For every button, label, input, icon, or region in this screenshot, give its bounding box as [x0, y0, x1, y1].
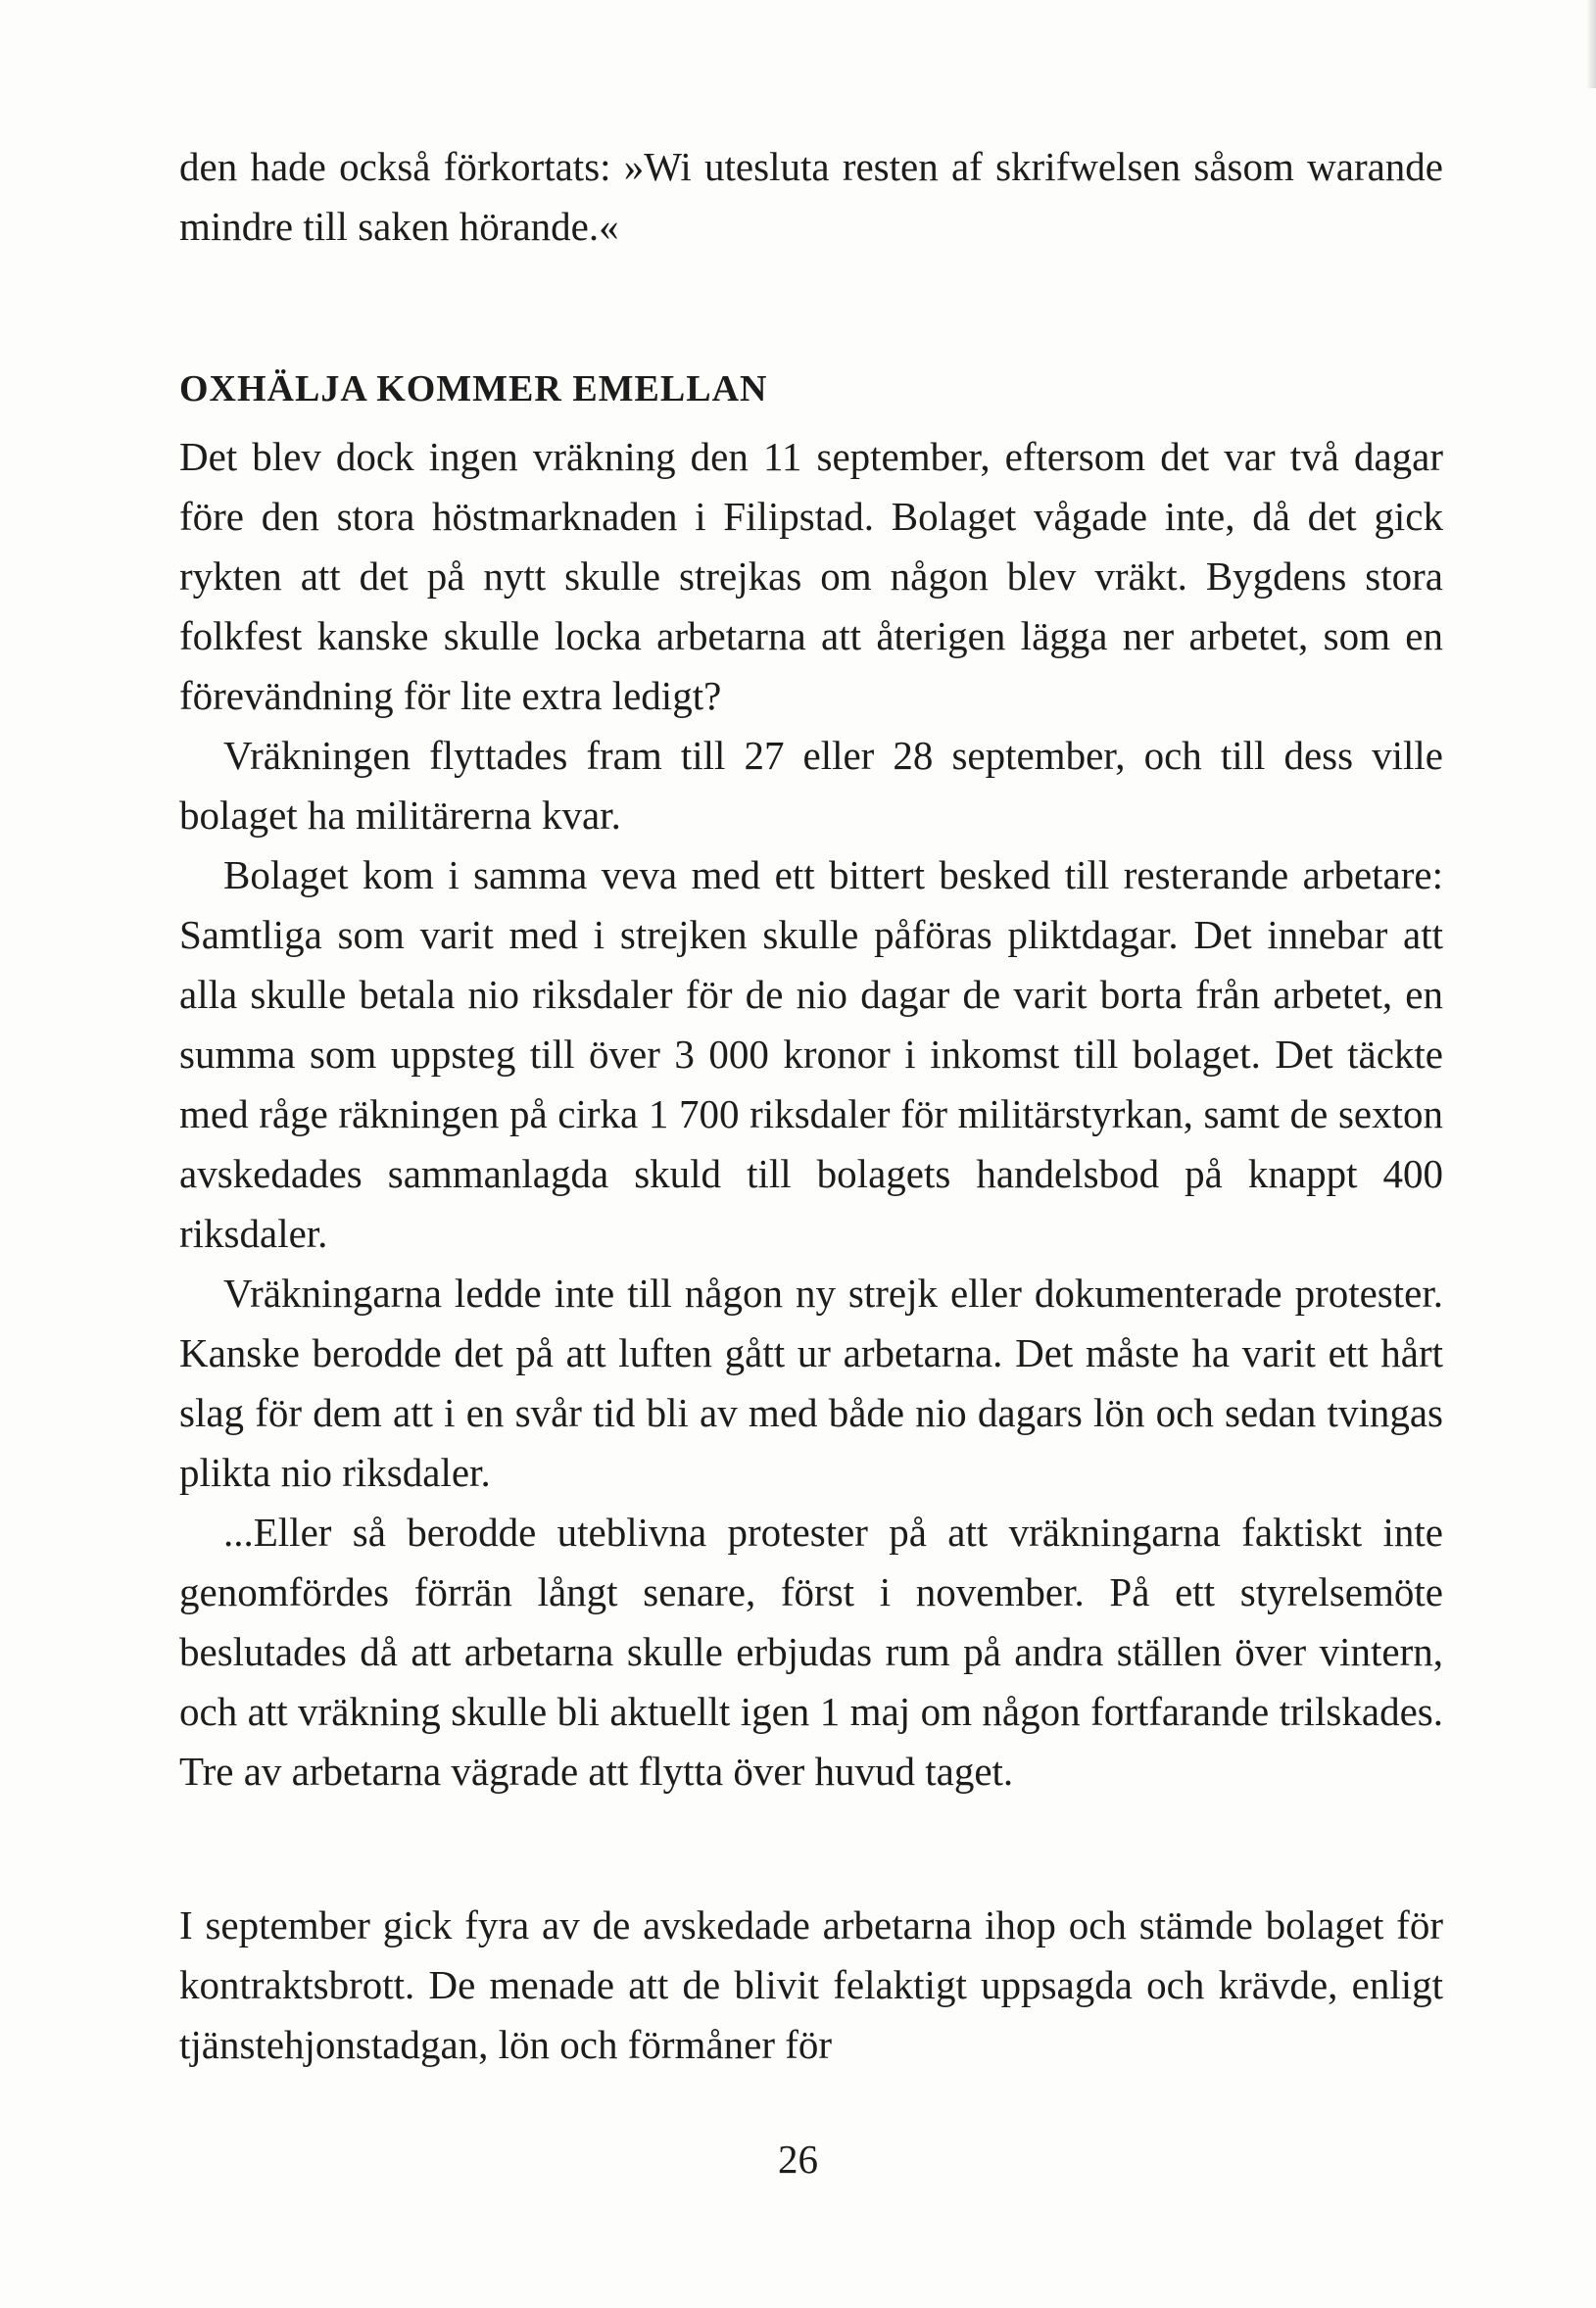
intro-text-block: [179, 137, 1443, 257]
paragraph-4: Vräkningarna ledde inte till någon ny strejk eller dokumenterade protester. Kanske berodde det på att luften gått ur arbetarna. Det måste ha varit ett hårt slag för dem att i en svår tid bli av med både nio dagars lön och sedan tvingas plikta nio riksdaler.: [179, 1271, 1443, 1495]
section-heading: OXHÄLJA KOMMER EMELLAN: [179, 368, 768, 409]
closing-text-block: [179, 1896, 1443, 2075]
page-number: 26: [778, 2137, 818, 2182]
paragraph-3: Bolaget kom i samma veva med ett bittert besked till resterande arbetare: Samtliga som varit med i strejken skulle påföras pliktdagar. Det innebar att alla skulle betala nio riksdaler för de nio dagar de varit borta från arbetet, en summa som uppsteg till över 3 000 kronor i inkomst till bolaget. Det täckte med råge räkningen på cirka 1 700 riksdaler för militärstyrkan, samt de sexton avskedades sammanlagda skuld till bolagets handelsbod på knappt 400 riksdaler.: [179, 852, 1443, 1256]
closing-paragraph: I september gick fyra av de avskedade arbetarna ihop och stämde bolaget för kontraktsbrott. De menade att de blivit felaktigt uppsagda och krävde, enligt tjänstehjonstadgan, lön och förmåner för: [179, 1902, 1443, 2067]
paragraph-5: ...Eller så berodde uteblivna protester på att vräkningarna faktiskt inte genomfördes förrän långt senare, först i november. På ett styrelsemöte beslutades då att arbetarna skulle erbjudas rum på andra ställen över vintern, och att vräkning skulle bli aktuellt igen 1 maj om någon fortfarande trilskades. Tre av arbetarna vägrade att flytta över huvud taget.: [179, 1510, 1443, 1794]
page-edge-shadow: [1586, 0, 1596, 88]
section-body: [179, 427, 1443, 1802]
paragraph-2: Vräkningen flyttades fram till 27 eller 28 september, och till dess ville bolaget ha militärerna kvar.: [179, 733, 1443, 838]
paragraph-1: Det blev dock ingen vräkning den 11 september, eftersom det var två dagar före den stora höstmarknaden i Filipstad. Bolaget vågade inte, då det gick rykten att det på nytt skulle strejkas om någon blev vräkt. Bygdens stora folkfest kanske skulle locka arbetarna att återigen lägga ner arbetet, som en förevändning för lite extra ledigt?: [179, 434, 1443, 718]
intro-paragraph: den hade också förkortats: »Wi utesluta resten af skrifwelsen såsom warande mindre till saken hörande.«: [179, 144, 1443, 249]
